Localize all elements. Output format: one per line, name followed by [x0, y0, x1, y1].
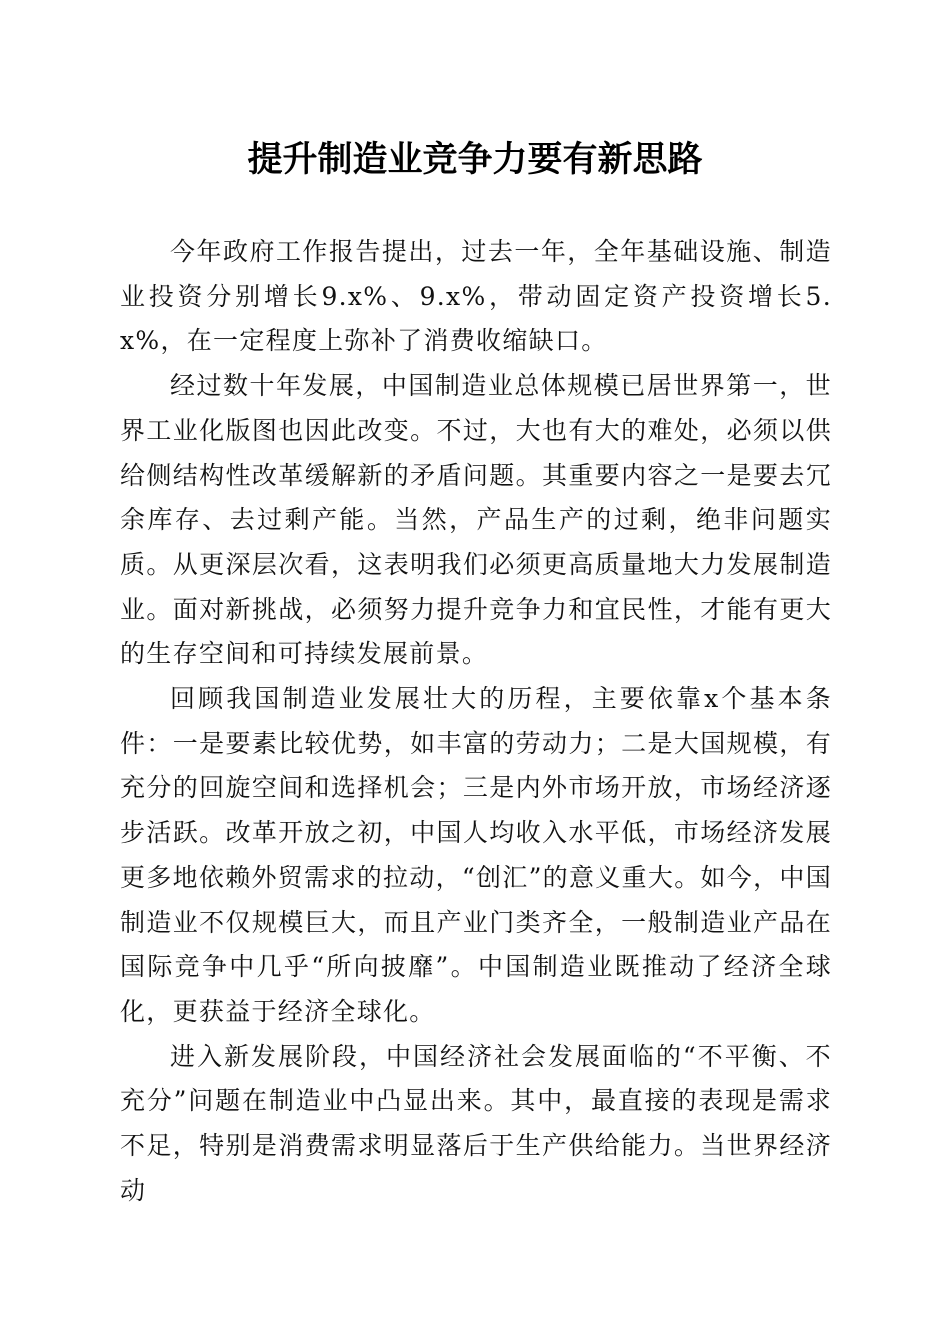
document-title: 提升制造业竞争力要有新思路: [247, 139, 703, 180]
paragraph-3: 回顾我国制造业发展壮大的历程，主要依靠x个基本条件：一是要素比较优势，如丰富的劳动力；二是大国规模，有充分的回旋空间和选择机会；三是内外市场开放，市场经济逐步活跃。改革开放之初，中国人均收入水平低，市场经济发展更多地依赖外贸需求的拉动，“创汇”的意义重大。如今，中国制造业不仅规模巨大，而且产业门类齐全，一般制造业产品在国际竞争中几乎“所向披靡”。中国制造业既推动了经济全球化，更获益于经济全球化。: [120, 684, 832, 1026]
paragraph-1: 今年政府工作报告提出，过去一年，全年基础设施、制造业投资分别增长9.x%、9.x%，带动固定资产投资增长5.x%，在一定程度上弥补了消费收缩缺口。: [120, 237, 832, 356]
paragraph-2: 经过数十年发展，中国制造业总体规模已居世界第一，世界工业化版图也因此改变。不过，大也有大的难处，必须以供给侧结构性改革缓解新的矛盾问题。其重要内容之一是要去冗余库存、去过剩产能。当然，产品生产的过剩，绝非问题实质。从更深层次看，这表明我们必须更高质量地大力发展制造业。面对新挑战，必须努力提升竞争力和宜民性，才能有更大的生存空间和可持续发展前景。: [120, 371, 832, 669]
paragraph-4: 进入新发展阶段，中国经济社会发展面临的“不平衡、不充分”问题在制造业中凸显出来。其中，最直接的表现是需求不足，特别是消费需求明显落后于生产供给能力。当世界经济动: [120, 1041, 832, 1205]
document-body: [120, 230, 832, 1213]
